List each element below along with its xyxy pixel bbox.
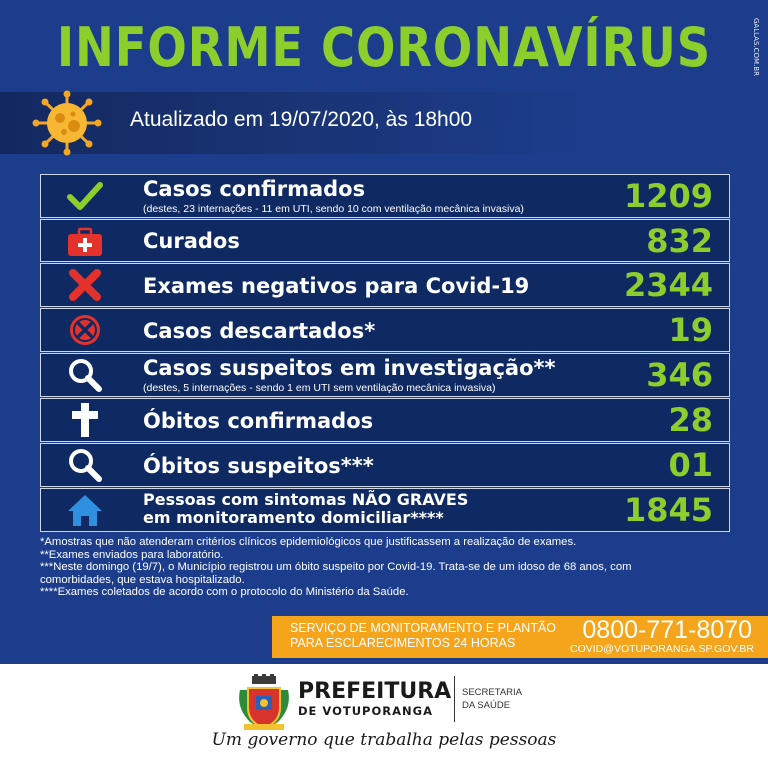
stat-value: 19: [668, 311, 713, 349]
stat-value: 832: [646, 221, 713, 260]
stat-label: Óbitos confirmados: [143, 409, 374, 433]
footnote: comorbidades, que estava hospitalizado.: [40, 573, 245, 586]
service-line1: SERVIÇO DE MONITORAMENTO E PLANTÃO: [290, 621, 557, 635]
secretaria-label: [462, 686, 522, 712]
footnotes: [40, 536, 730, 599]
city-crest-icon: [236, 674, 292, 734]
check-icon: [65, 176, 105, 216]
house-icon: [65, 490, 105, 530]
footer-divider: [454, 676, 455, 722]
stat-row-deaths: [40, 398, 730, 442]
stat-label: Casos descartados*: [143, 319, 376, 343]
stat-row-confirmed: [40, 174, 730, 218]
stat-label-line2: em monitoramento domiciliar****: [143, 508, 444, 527]
magnifier-icon: [65, 445, 105, 485]
stat-value: 1209: [623, 177, 713, 215]
stat-row-suspected-deaths: [40, 443, 730, 487]
footer: [0, 664, 768, 768]
stat-row-negative: [40, 263, 730, 307]
x-icon: [65, 265, 105, 305]
service-line2: PARA ESCLARECIMENTOS 24 HORAS: [290, 636, 516, 650]
secretaria-line2: DA SAÚDE: [462, 700, 511, 711]
stat-value: 01: [668, 446, 713, 484]
stat-row-discarded: [40, 308, 730, 352]
secretaria-line1: SECRETARIA: [462, 687, 523, 698]
prefeitura-city: DE VOTUPORANGA: [298, 704, 433, 718]
footnote: ***Neste domingo (19/7), o Município registrou um óbito suspeito por Covid-19. Trata-se de um idoso de 68 anos, com: [40, 561, 632, 574]
bulletin-title: INFORME CORONAVÍRUS: [56, 16, 712, 79]
virus-icon: [28, 90, 106, 156]
stat-value: 2344: [623, 266, 713, 304]
phone-number[interactable]: 0800-771-8070: [582, 616, 752, 644]
x-circle-icon: [65, 310, 105, 350]
stat-label: Casos confirmados: [143, 177, 366, 201]
prefeitura-name: PREFEITURA: [298, 679, 452, 704]
stat-sublabel: (destes, 5 internações - sendo 1 em UTI sem ventilação mecânica invasiva): [143, 382, 496, 394]
stat-label: Casos suspeitos em investigação**: [143, 356, 556, 380]
footnote: *Amostras que não atenderam critérios clínicos epidemiológicos que justificassem a realização de exames.: [40, 536, 577, 548]
stat-row-suspected: [40, 353, 730, 397]
service-banner: [272, 616, 768, 658]
stat-row-home-monitoring: [40, 488, 730, 532]
stat-label: Curados: [143, 229, 240, 253]
stat-sublabel: (destes, 23 internações - 11 em UTI, sendo 10 com ventilação mecânica invasiva): [143, 203, 524, 215]
stat-value: 346: [646, 356, 713, 394]
stat-label: Óbitos suspeitos***: [143, 454, 374, 478]
stat-value: 28: [668, 401, 713, 439]
medkit-icon: [65, 221, 105, 261]
footnote: **Exames enviados para laboratório.: [40, 548, 224, 561]
email-address[interactable]: COVID@VOTUPORANGA.SP.GOV.BR: [570, 643, 754, 655]
footnote: ****Exames coletados de acordo com o protocolo do Ministério da Saúde.: [40, 586, 409, 599]
cross-icon: [65, 400, 105, 440]
magnifier-icon: [65, 355, 105, 395]
stat-value: 1845: [623, 491, 713, 529]
service-description: [290, 621, 556, 651]
stat-row-cured: [40, 219, 730, 262]
stat-label-line1: Pessoas com sintomas NÃO GRAVES: [143, 490, 469, 509]
slogan: Um governo que trabalha pelas pessoas: [211, 730, 557, 750]
update-timestamp: Atualizado em 19/07/2020, às 18h00: [130, 108, 473, 131]
stat-label: Exames negativos para Covid-19: [143, 274, 530, 298]
designer-credit: GALLAS.COM.BR: [752, 18, 760, 76]
